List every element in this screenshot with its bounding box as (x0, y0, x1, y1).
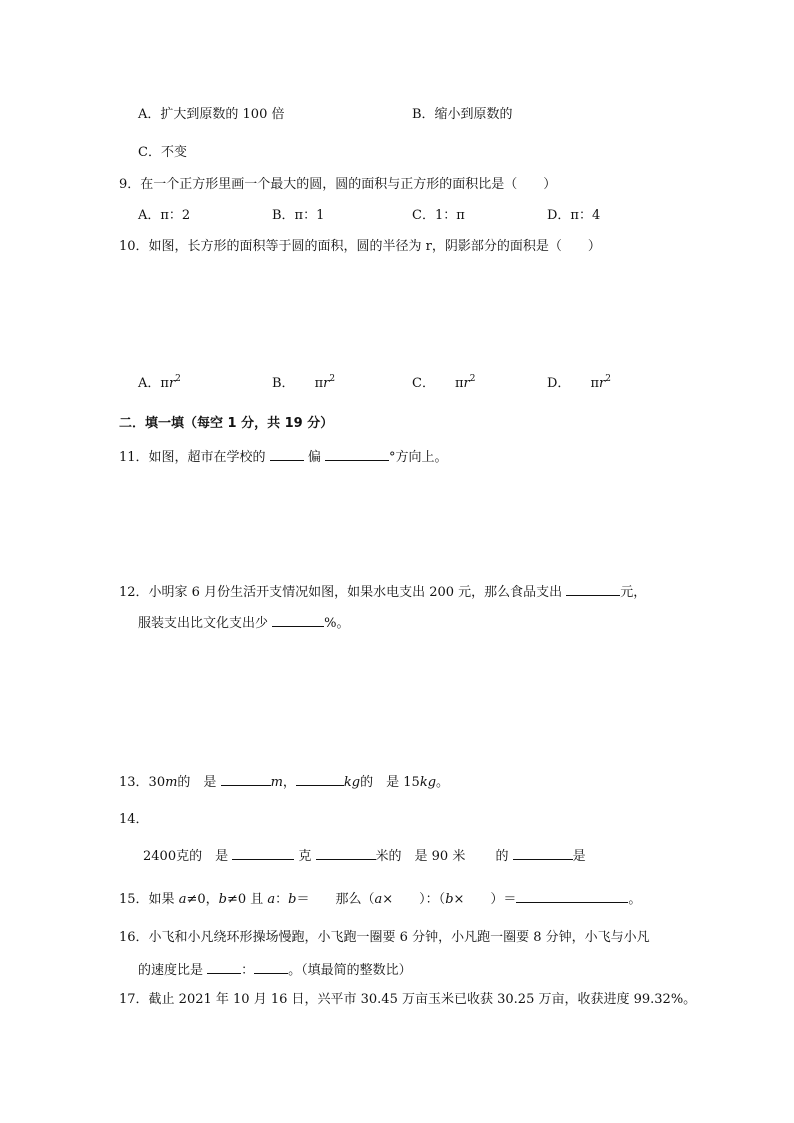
exponent: 2 (175, 374, 181, 384)
q12-line1-suffix: 元， (620, 585, 647, 600)
q15-var-b: b (218, 892, 227, 907)
q9-text: 9．在一个正方形里画一个最大的圆，圆的面积与正方形的面积比是（ ） (119, 177, 557, 192)
q15-var-b-3: b (445, 892, 454, 907)
q15-prefix: 15．如果 (119, 892, 175, 907)
option-label: B． (272, 376, 295, 391)
q10-option-a (138, 375, 181, 393)
exponent: 2 (469, 374, 476, 384)
q8-option-c: C．不变 (138, 145, 187, 160)
radius-var: r (598, 376, 606, 391)
q12-blank-food[interactable] (566, 582, 620, 596)
section-2-title: 二．填一填（每空 1 分，共 19 分） (119, 416, 334, 431)
pi-symbol: π (454, 376, 464, 391)
q13-part3: 的 是 15 (360, 775, 420, 790)
q15-var-a-2: a (267, 892, 276, 907)
q13-end: 。 (436, 775, 450, 790)
q13-part2: ， (282, 775, 296, 790)
q14-blank-1[interactable] (232, 846, 294, 860)
q14-text (143, 846, 586, 866)
pi-symbol: π (314, 376, 324, 391)
q8-option-a: A．扩大到原数的 100 倍 (138, 107, 285, 122)
q11-text (119, 447, 448, 467)
q16-blank-1[interactable] (207, 960, 241, 974)
q11-prefix: 11．如图，超市在学校的 (119, 450, 266, 465)
q14-p1: 2400克的 是 (143, 849, 229, 864)
q15-times-2: × ）＝ (453, 892, 517, 907)
q12-line2-suffix: %。 (324, 616, 350, 631)
q13-unit-kg: kg (343, 775, 361, 790)
q13-prefix: 13．30 (119, 775, 166, 790)
q17-text: 17．截止 2021 年 10 月 16 日，兴平市 30.45 万亩玉米已收获 30.25 万亩，收获进度 99.32%。 (119, 992, 697, 1007)
radius-var: r (168, 376, 176, 391)
q12-line1-prefix: 12．小明家 6 月份生活开支情况如图，如果水电支出 200 元，那么食品支出 (119, 585, 563, 600)
q16-line2-prefix: 的速度比是 (138, 963, 204, 978)
q15-end: 。 (628, 892, 642, 907)
q15-blank[interactable] (516, 889, 628, 903)
q12-line1 (119, 582, 646, 602)
q14-p2: 克 (298, 849, 312, 864)
exponent: 2 (605, 374, 611, 384)
q13-unit-m-2: m (270, 775, 283, 790)
q15-eq: ＝ 那么（ (296, 892, 375, 907)
q14-p5: 是 (572, 849, 586, 864)
q10-option-c (412, 375, 475, 393)
q9-option-b: B．π：1 (272, 208, 325, 223)
q11-blank-direction[interactable] (270, 447, 304, 461)
q15-var-a-3: a (374, 892, 383, 907)
q12-line2-prefix: 服装支出比文化支出少 (138, 616, 269, 631)
q11-mid: 偏 (307, 450, 321, 465)
q15-text (119, 889, 641, 909)
exponent: 2 (329, 374, 336, 384)
q15-times-1: × ）：（ (382, 892, 446, 907)
q11-suffix: °方向上。 (388, 450, 448, 465)
q14-p3: 米的 是 90 米 (375, 849, 466, 864)
q15-var-a: a (178, 892, 187, 907)
radius-var: r (463, 376, 470, 391)
q16-colon: ： (241, 963, 255, 978)
q15-ne0-1: ≠0， (186, 892, 219, 907)
q12-line2 (138, 613, 350, 633)
option-label: D． (547, 376, 571, 391)
q16-line2 (138, 960, 412, 980)
q13-blank-1[interactable] (221, 772, 271, 786)
q14-blank-2[interactable] (316, 846, 376, 860)
q10-text: 10．如图，长方形的面积等于圆的面积，圆的半径为 r，阴影部分的面积是（ ） (119, 239, 601, 254)
q16-blank-2[interactable] (254, 960, 288, 974)
q11-blank-angle[interactable] (325, 447, 389, 461)
q15-colon: ： (275, 892, 289, 907)
q13-part1: 的 是 (177, 775, 217, 790)
q15-ne0-2: ≠0 且 (226, 892, 264, 907)
q9-option-d: D．π：4 (547, 208, 601, 223)
pi-symbol: π (590, 376, 599, 391)
q13-blank-2[interactable] (296, 772, 344, 786)
q9-option-c: C．1：π (412, 208, 465, 223)
option-label: C． (412, 376, 435, 391)
q14-p4: 的 (495, 849, 509, 864)
q9-option-a: A．π：2 (138, 208, 191, 223)
q13-unit-m: m (165, 775, 178, 790)
q15-var-b-2: b (288, 892, 297, 907)
q12-blank-percent[interactable] (272, 613, 324, 627)
q10-option-d (547, 375, 611, 393)
q14-blank-3[interactable] (513, 846, 573, 860)
q13-unit-kg-2: kg (419, 775, 437, 790)
q8-option-b: B．缩小到原数的 (412, 107, 513, 122)
q14-number: 14． (119, 812, 149, 827)
q16-line2-suffix: 。（填最简的整数比） (288, 963, 412, 978)
q16-line1: 16．小飞和小凡绕环形操场慢跑，小飞跑一圈要 6 分钟，小凡跑一圈要 8 分钟，小飞与小凡 (119, 930, 650, 945)
pi-symbol: π (160, 376, 169, 391)
q13-text (119, 772, 449, 792)
radius-var: r (323, 376, 330, 391)
option-label: A． (138, 376, 161, 391)
q10-option-b (272, 375, 335, 393)
